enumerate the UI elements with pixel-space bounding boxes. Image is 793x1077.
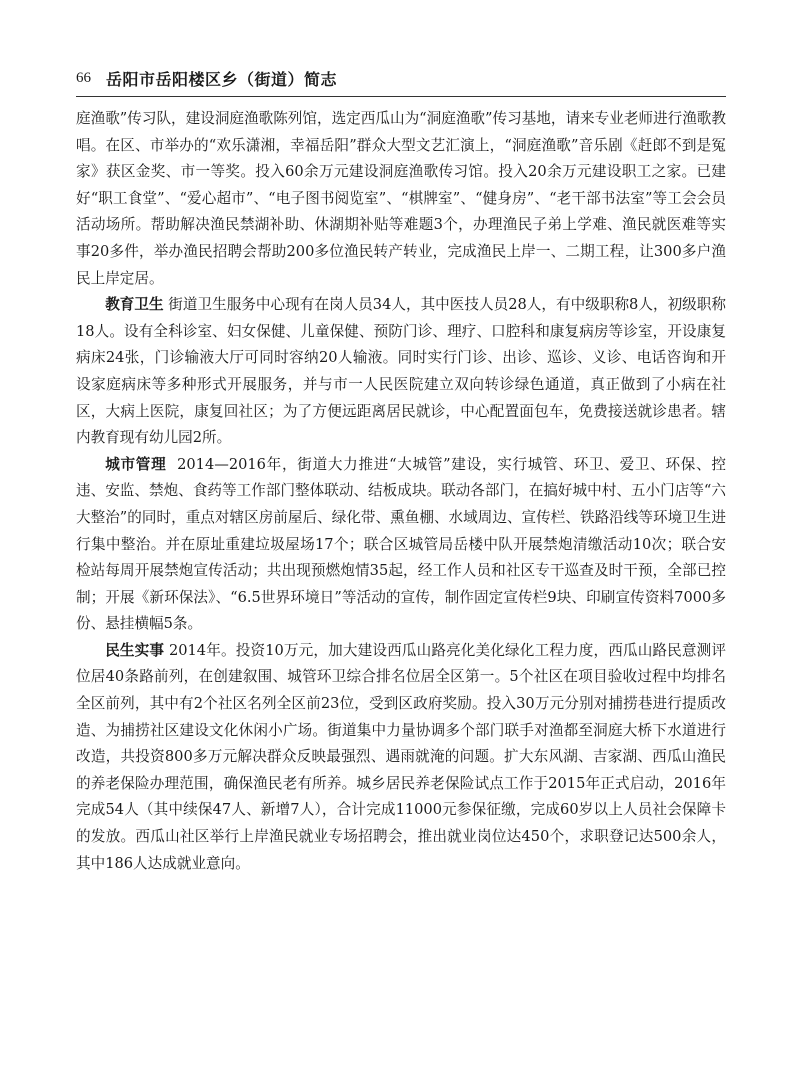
book-title: 岳阳市岳阳楼区乡（街道）简志 bbox=[106, 70, 338, 89]
paragraph-text: 2014年。投资10万元，加大建设西瓜山路亮化美化绿化工程力度，西瓜山路民意测评位居40条路前列，在创建叙围、城管环卫综合排名位居全区第一。5个社区在项目验收过程中均排名全区前列，其中有2个社区名列全区前23位，受到区政府奖励。投入30万元分别对捕捞巷进行提质改造、为捕捞社区建设文化休闲小广场。街道集中力量协调多个部门联手对渔都至洞庭大桥下水道进行改造，共投资800多万元解决群众反映最强烈、遇雨就淹的问题。扩大东风湖、吉家湖、西瓜山渔民的养老保险办理范围，确保渔民老有所养。城乡居民养老保险试点工作于2015年正式启动，2016年完成54人（其中续保47人、新增7人），合计完成11000元参保征缴，完成60岁以上人员社会保障卡的发放。西瓜山社区举行上岸渔民就业专场招聘会，推出就业岗位达450个，求职登记达500余人，其中186人达成就业意向。 bbox=[76, 641, 726, 872]
page-header bbox=[76, 64, 724, 94]
page-body bbox=[76, 106, 726, 877]
paragraph-text: 街道卫生服务中心现有在岗人员34人，其中医技人员28人，有中级职称8人，初级职称18人。设有全科诊室、妇女保健、儿童保健、预防门诊、理疗、口腔科和康复病房等诊室，开设康复病床24张，门诊输液大厅可同时容纳20人输液。同时实行门诊、出诊、巡诊、义诊、电话咨询和开设家庭病床等多种形式开展服务，并与市一人民医院建立双向转诊绿色通道，真正做到了小病在社区，大病上医院，康复回社区；为了方便远距离居民就诊，中心配置面包车，免费接送就诊患者。辖内教育现有幼儿园2所。 bbox=[76, 296, 726, 447]
header-rule bbox=[76, 96, 726, 97]
paragraph-livelihood bbox=[76, 638, 726, 877]
section-keyword: 教育卫生 bbox=[105, 296, 164, 314]
paragraph-city-management bbox=[76, 452, 726, 638]
section-keyword: 民生实事 bbox=[105, 641, 165, 659]
paragraph-education-health bbox=[76, 292, 726, 452]
page-number: 66 bbox=[76, 70, 91, 86]
paragraph-continuation bbox=[76, 106, 726, 292]
section-keyword: 城市管理 bbox=[105, 455, 167, 473]
paragraph-text: 2014—2016年，街道大力推进“大城管”建设，实行城管、环卫、爱卫、环保、控违、安监、禁炮、食药等工作部门整体联动、结板成块。联动各部门，在搞好城中村、五小门店等“六大整治”的同时，重点对辖区房前屋后、绿化带、熏鱼棚、水域周边、宣传栏、铁路沿线等环境卫生进行集中整治。并在原址重建垃圾屋场17个；联合区城管局岳楼中队开展禁炮清缴活动10次；联合安检站每周开展禁炮宣传活动；共出现预燃炮情35起，经工作人员和社区专干巡查及时干预，全部已控制；开展《新环保法》、“6.5世界环境日”等活动的宣传，制作固定宣传栏9块、印刷宣传资料7000多份、悬挂横幅5条。 bbox=[76, 455, 726, 633]
paragraph-text: 庭渔歌”传习队，建设洞庭渔歌陈列馆，选定西瓜山为“洞庭渔歌”传习基地，请来专业老师进行渔歌教唱。在区、市举办的“欢乐潇湘，幸福岳阳”群众大型文艺汇演上，“洞庭渔歌”音乐剧《赶郎不到是冤家》获区金奖、市一等奖。投入60余万元建设洞庭渔歌传习馆。投入20余万元建设职工之家。已建好“职工食堂”、“爱心超市”、“电子图书阅览室”、“棋牌室”、“健身房”、“老干部书法室”等工会会员活动场所。帮助解决渔民禁湖补助、休湖期补贴等难题3个，办理渔民子弟上学难、渔民就医难等实事20多件，举办渔民招聘会帮助200多位渔民转产转业，完成渔民上岸一、二期工程，让300多户渔民上岸定居。 bbox=[76, 110, 726, 287]
